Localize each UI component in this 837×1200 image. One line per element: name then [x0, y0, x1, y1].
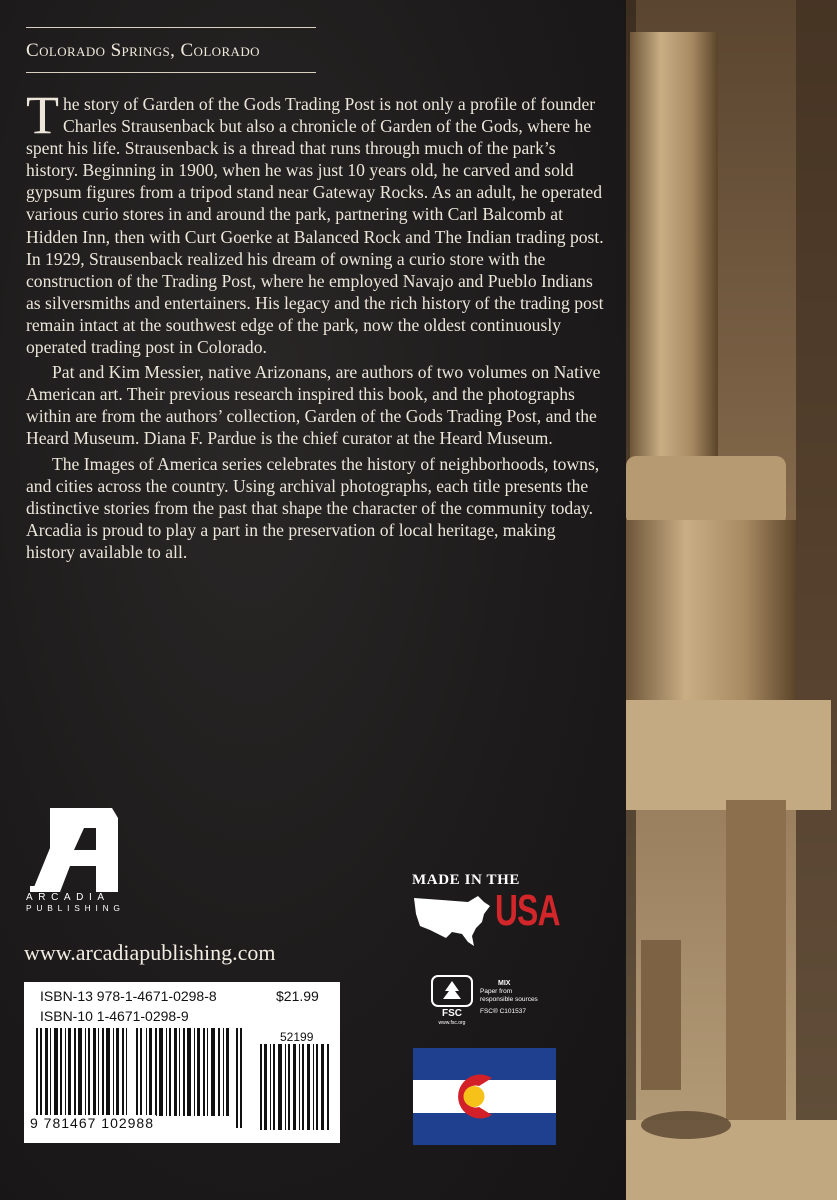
description-paragraph-1: The story of Garden of the Gods Trading Post is not only a profile of founder Charles Strausenback but also a chronicle of Garden of the Gods, where he spent his life. Strausenback is a thread that runs through much of the park’s history. Beginning in 1900, when he was just 10 years old, he carved and sold gypsum figures from a tripod stand near Gateway Rocks. As an adult, he operated various curio stores in and around the park, partnering with Carl Balcomb at Hidden Inn, then with Curt Goerke at Balanced Rock and The Indian trading post. In 1929, Strausenback realized his dream of owning a curio store with the construction of the Trading Post, where he employed Navajo and Pueblo Indians as silversmiths and entertainers. His legacy and the rich history of the trading post remain intact at the southwest edge of the park, now the oldest continuously operated trading post in Colorado. [26, 85, 604, 358]
colorado-flag-icon [413, 1048, 556, 1145]
isbn-barcode [24, 982, 340, 1143]
description-paragraph-3: The Images of America series celebrates the history of neighborhoods, towns, and cities across the country. Using archival photographs, each title presents the distinctive stories from the past that shape the character of the community today. Arcadia is proud to play a part in the preservation of local heritage, making history available to all. [26, 453, 600, 562]
barcode-bars [36, 1028, 244, 1128]
publisher-wordmark: ARCADIA PUBLISHING [26, 892, 125, 913]
location-heading: Colorado Springs, Colorado [26, 40, 260, 61]
usa-label: USA [495, 886, 560, 935]
price-barcode-bars [260, 1044, 332, 1130]
isbn-10: ISBN-10 1-4671-0298-9 [40, 1008, 189, 1024]
location-rule [26, 72, 316, 73]
barcode-digits: 9 781467 102988 [30, 1115, 154, 1131]
isbn-13: ISBN-13 978-1-4671-0298-8 [40, 988, 217, 1004]
sepia-photograph [626, 0, 837, 1200]
fsc-text: MIX Paper from responsible sources FSC® C101537 [480, 980, 538, 1015]
made-in-label: MADE IN THE [412, 872, 521, 888]
publisher-url[interactable]: www.arcadiapublishing.com [24, 940, 276, 965]
usa-map-icon [412, 892, 492, 948]
svg-text:www.fsc.org: www.fsc.org [438, 1020, 466, 1025]
description-paragraph-2: Pat and Kim Messier, native Arizonans, are authors of two volumes on Native American art. Their previous research inspired this book, and the photographs within are from the authors’ collection, Garden of the Gods Trading Post, and the Heard Museum. Diana F. Pardue is the chief curator at the Heard Museum. [26, 362, 601, 449]
price: $21.99 [276, 988, 319, 1004]
svg-text:FSC: FSC [442, 1008, 462, 1019]
description-text [26, 85, 604, 566]
fsc-tree-icon [431, 975, 473, 1025]
price-code: 52199 [280, 1030, 314, 1044]
drop-cap: T [26, 85, 59, 145]
top-rule [26, 27, 316, 28]
